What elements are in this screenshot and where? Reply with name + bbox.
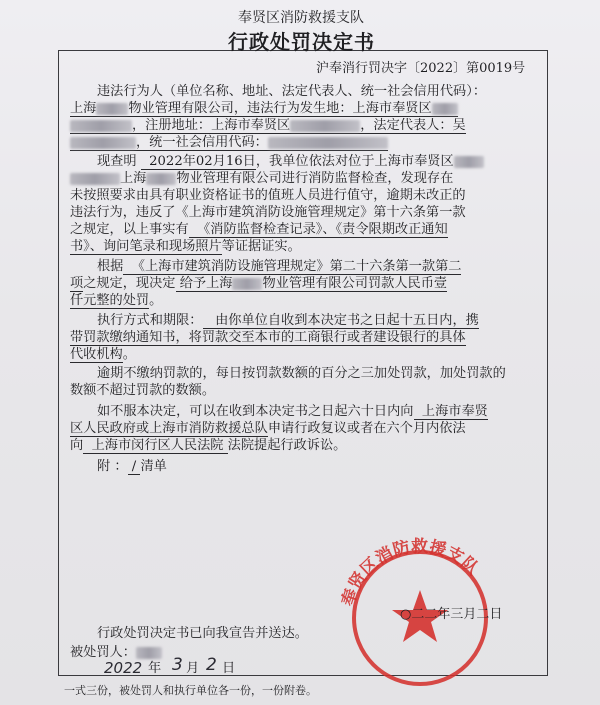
findings-line-1: 现查明 2022年02月16日，我单位依法对位于上海市奉贤区 (97, 154, 484, 170)
party-heading: 违法行为人（单位名称、地址、法定代表人、统一社会信用代码）： (97, 84, 487, 99)
redacted-block (70, 120, 132, 132)
decision-line-2: 项之规定，现决定 给予上海 物业管理有限公司罚款人民币壹 (70, 276, 448, 291)
redacted-block (70, 137, 136, 149)
execution-line-1: 执行方式和期限： 由你单位自收到本决定书之日起十五日内，携 (97, 313, 479, 328)
late-line-1: 逾期不缴纳罚款的，每日按罚款数额的百分之三加处罚款，加处罚款的 (97, 366, 506, 381)
findings-line-2: 上海 物业管理有限公司进行消防监督检查，发现存在 (70, 171, 453, 187)
signed-year: 2022 (104, 659, 143, 677)
signed-day: 2 (206, 655, 217, 675)
document-number: 沪奉消行罚决字〔2022〕第0019号 (316, 61, 526, 76)
party-line-2: 上海 物业管理有限公司，违法行为发生地：上海市奉贤区 (70, 101, 458, 117)
day-char: 日 (222, 661, 236, 676)
decision-line-3: 仟元整的处罚。 (70, 293, 163, 308)
redacted-block (146, 173, 176, 185)
redacted-block (70, 173, 120, 185)
delivery-statement: 行政处罚决定书已向我宣告并送达。 (97, 626, 308, 641)
execution-line-3: 代收机构。 (70, 347, 136, 362)
attachment-line: 附 ： / 清单 (97, 459, 167, 474)
decision-line-1: 根据 《上海市建筑消防设施管理规定》第二十六条第一款第二 (97, 259, 462, 274)
redacted-block (232, 278, 262, 290)
late-line-2: 数额不超过罚款的数额。 (70, 383, 216, 398)
redacted-block (96, 103, 128, 115)
party-line-4: ，统一社会信用代码： (70, 135, 388, 151)
execution-line-2: 带罚款缴纳通知书，将罚款交至本市的工商银行或者建设银行的具体 (70, 330, 466, 345)
year-char: 年 (148, 661, 162, 676)
appeal-line-3: 向 上海市闵行区人民法院 法院提起行政诉讼。 (70, 438, 347, 453)
findings-line-6: 书》、询问笔录和现场照片等证据证实。 (70, 239, 301, 254)
party-line-3: ，注册地址：上海市奉贤区 ，法定代表人：吴 (70, 118, 466, 134)
redacted-block (432, 103, 458, 115)
redacted-block (290, 120, 360, 132)
copies-note: 一式三份，被处罚人和执行单位各一份，一份附卷。 (64, 684, 317, 697)
findings-line-3: 未按照要求由具有职业资格证书的值班人员进行值守，逾期未改正的 (70, 188, 466, 203)
findings-line-4: 违法行为，违反了《上海市建筑消防设施管理规定》第十六条第一款 (70, 205, 466, 220)
appeal-line-1: 如不服本决定，可以在收到本决定书之日起六十日内向 上海市奉贤 (97, 404, 488, 419)
document-title: 行政处罚决定书 (228, 30, 375, 54)
redacted-signature (136, 647, 162, 659)
seal-text: 奉贤区消防救援支队 (338, 536, 483, 609)
redacted-block (454, 156, 484, 168)
recipient-line: 被处罚人： (70, 645, 162, 661)
signed-month: 3 (172, 655, 183, 675)
findings-line-5: 之规定，以上事实有 《消防监督检查记录》、《责令限期改正通知 (70, 222, 448, 237)
redacted-block (268, 137, 388, 149)
agency-name: 奉贤区消防救援支队 (238, 10, 364, 26)
month-char: 月 (186, 661, 200, 676)
appeal-line-2: 区人民政府或上海市消防救援总队申请行政复议或者在六个月内依法 (70, 421, 466, 436)
issue-date: ○二二年三月二日 (400, 607, 503, 622)
